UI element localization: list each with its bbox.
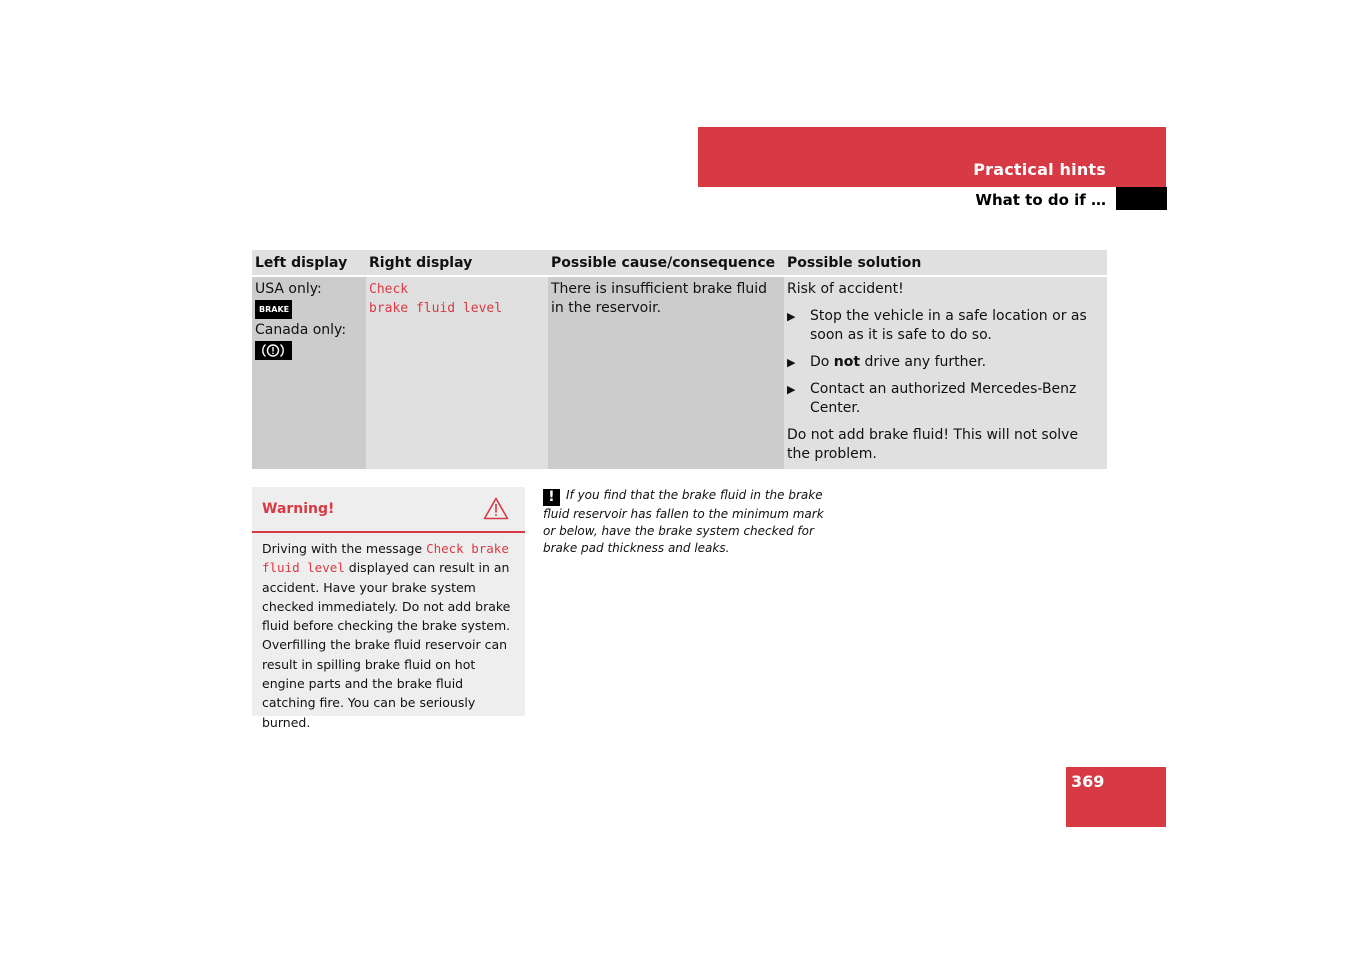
usa-only-label: USA only: bbox=[255, 281, 322, 297]
cell-right-display bbox=[366, 276, 548, 469]
cell-solution bbox=[784, 276, 1107, 469]
subsection-title: What to do if … bbox=[975, 191, 1106, 209]
section-title: Practical hints bbox=[973, 160, 1106, 179]
step-text-post: drive any further. bbox=[860, 354, 987, 370]
step-text-pre: Do bbox=[810, 354, 834, 370]
warning-header bbox=[252, 487, 525, 533]
warning-triangle-icon bbox=[483, 497, 509, 524]
warning-box bbox=[252, 487, 525, 730]
col-header-solution: Possible solution bbox=[784, 250, 1107, 276]
col-header-left-display: Left display bbox=[252, 250, 366, 276]
bullet-triangle-icon: ▶ bbox=[787, 383, 796, 396]
brake-warning-circle-icon bbox=[255, 341, 292, 360]
warning-title: Warning! bbox=[262, 501, 335, 517]
display-message-line1: Check bbox=[369, 282, 409, 297]
step-text-bold: not bbox=[833, 354, 861, 370]
warning-text-post: displayed can result in an accident. Have your brake system checked immediately. Do not add brake fluid before checking the brake system. Overfilling the brake fluid reservoir can result in spilling brake fluid on hot engine parts and the brake fluid catching fire. You can be seriously burned. bbox=[262, 560, 511, 730]
solution-note: Do not add brake fluid! This will not solve the problem. bbox=[787, 427, 1079, 462]
solution-step-text: Stop the vehicle in a safe location or as soon as it is safe to do so. bbox=[810, 308, 1087, 343]
display-messages-table bbox=[252, 250, 1107, 469]
solution-step-text bbox=[810, 353, 986, 372]
table-header-row bbox=[252, 250, 1107, 276]
cell-cause: There is insufficient brake fluid in the reservoir. bbox=[548, 276, 784, 469]
exclamation-icon: ! bbox=[543, 489, 560, 506]
table-row bbox=[252, 276, 1107, 469]
display-message-line2: brake fluid level bbox=[369, 301, 503, 316]
bullet-triangle-icon: ▶ bbox=[787, 310, 796, 323]
warning-display-message: Check brake fluid level bbox=[262, 541, 509, 576]
solution-intro: Risk of accident! bbox=[787, 281, 904, 297]
col-header-right-display: Right display bbox=[366, 250, 548, 276]
note-block bbox=[543, 487, 828, 557]
solution-step bbox=[787, 353, 1104, 372]
note-text: If you find that the brake fluid in the brake fluid reservoir has fallen to the minimum mark or below, have the brake system checked for brake pad thickness and leaks. bbox=[543, 488, 824, 555]
warning-text-pre: Driving with the message bbox=[262, 541, 427, 556]
bullet-triangle-icon: ▶ bbox=[787, 356, 796, 369]
cell-left-display bbox=[252, 276, 366, 469]
solution-step bbox=[787, 380, 1104, 418]
warning-text bbox=[252, 533, 525, 732]
col-header-cause: Possible cause/consequence bbox=[548, 250, 784, 276]
chapter-tab bbox=[1116, 187, 1167, 210]
solution-step-text: Contact an authorized Mercedes-Benz Center. bbox=[810, 381, 1077, 416]
solution-step bbox=[787, 307, 1104, 345]
page-number: 369 bbox=[1071, 772, 1105, 791]
brake-warning-icon: BRAKE bbox=[255, 300, 292, 319]
canada-only-label: Canada only: bbox=[255, 322, 347, 338]
